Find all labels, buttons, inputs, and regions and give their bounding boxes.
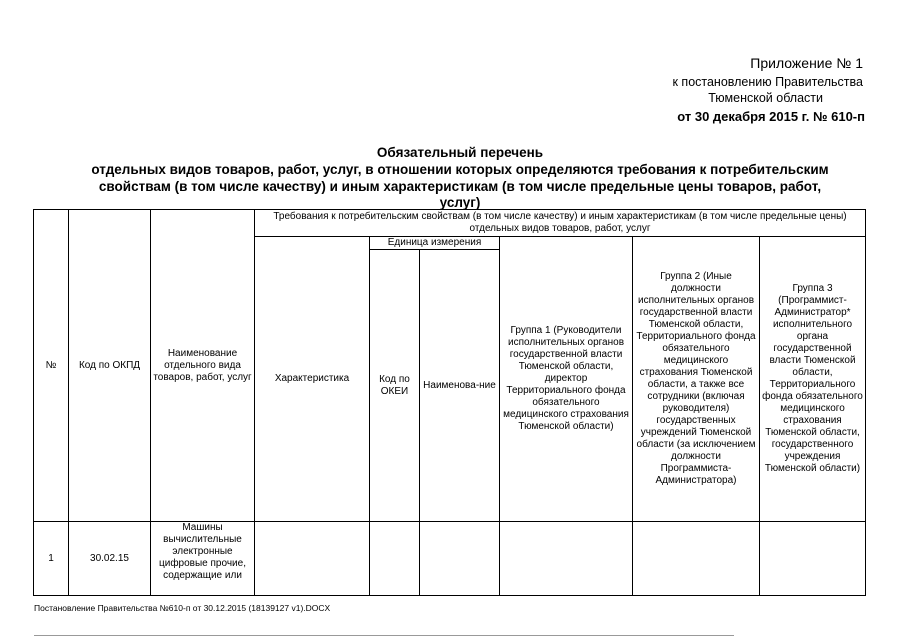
header-characteristic: Характеристика	[255, 237, 370, 522]
row-group-3	[760, 522, 866, 596]
document-title-line2: отдельных видов товаров, работ, услуг, в отношении которых определяются требования к потребительским	[91, 162, 829, 177]
document-footer: Постановление Правительства №610-п от 30.12.2015 (18139127 v1).DOCX	[34, 603, 331, 613]
row-characteristic	[255, 522, 370, 596]
row-item-name: Машины вычислительные электронные цифровые прочие, содержащие или	[151, 522, 255, 596]
table-row	[34, 522, 866, 596]
header-group-2: Группа 2 (Иные должности исполнительных органов государственной власти Тюменской области, Территориального фонда обязательного медицинского страхования Тюменской области, а также все сотрудники (включая руководителя) государственных учреждений Тюменской области (за исключением должности Программиста-Администратора)	[633, 237, 760, 522]
appendix-number: Приложение № 1	[750, 55, 863, 71]
document-title: Обязательный перечень	[376, 145, 544, 160]
row-group-2	[633, 522, 760, 596]
requirements-table	[33, 209, 866, 596]
row-okpd-code: 30.02.15	[69, 522, 151, 596]
row-okei-code	[370, 522, 420, 596]
row-group-1	[500, 522, 633, 596]
row-number: 1	[34, 522, 69, 596]
header-unit-name: Наименова-ние	[420, 250, 500, 522]
appendix-date-line: от 30 декабря 2015 г. № 610-п	[677, 109, 865, 124]
header-requirements: Требования к потребительским свойствам (в том числе качеству) и иным характеристикам (в том числе предельные цены) отдельных видов товаров, работ, услуг	[255, 210, 866, 237]
header-group-1: Группа 1 (Руководители исполнительных органов государственной власти Тюменской области, директор Территориального фонда обязательного медицинского страхования Тюменской области)	[500, 237, 633, 522]
appendix-resolution-line: к постановлению Правительства	[672, 75, 863, 89]
header-number: №	[34, 210, 69, 522]
document-title-line4: услуг)	[439, 195, 481, 210]
header-item-name: Наименование отдельного вида товаров, работ, услуг	[151, 210, 255, 522]
document-title-line3: свойствам (в том числе качеству) и иным характеристикам (в том числе предельные цены товаров, работ,	[98, 179, 822, 194]
appendix-region-line: Тюменской области	[708, 91, 823, 105]
header-okei-code: Код по ОКЕИ	[370, 250, 420, 522]
header-group-3: Группа 3 (Программист-Администратор* исполнительного органа государственной власти Тюменской области, Территориального фонда обязательного медицинского страхования Тюменской области, государственного учреждения Тюменской области)	[760, 237, 866, 522]
footer-divider	[34, 635, 734, 636]
row-unit-name	[420, 522, 500, 596]
header-okpd-code: Код по ОКПД	[69, 210, 151, 522]
header-unit-of-measure: Единица измерения	[370, 237, 500, 250]
